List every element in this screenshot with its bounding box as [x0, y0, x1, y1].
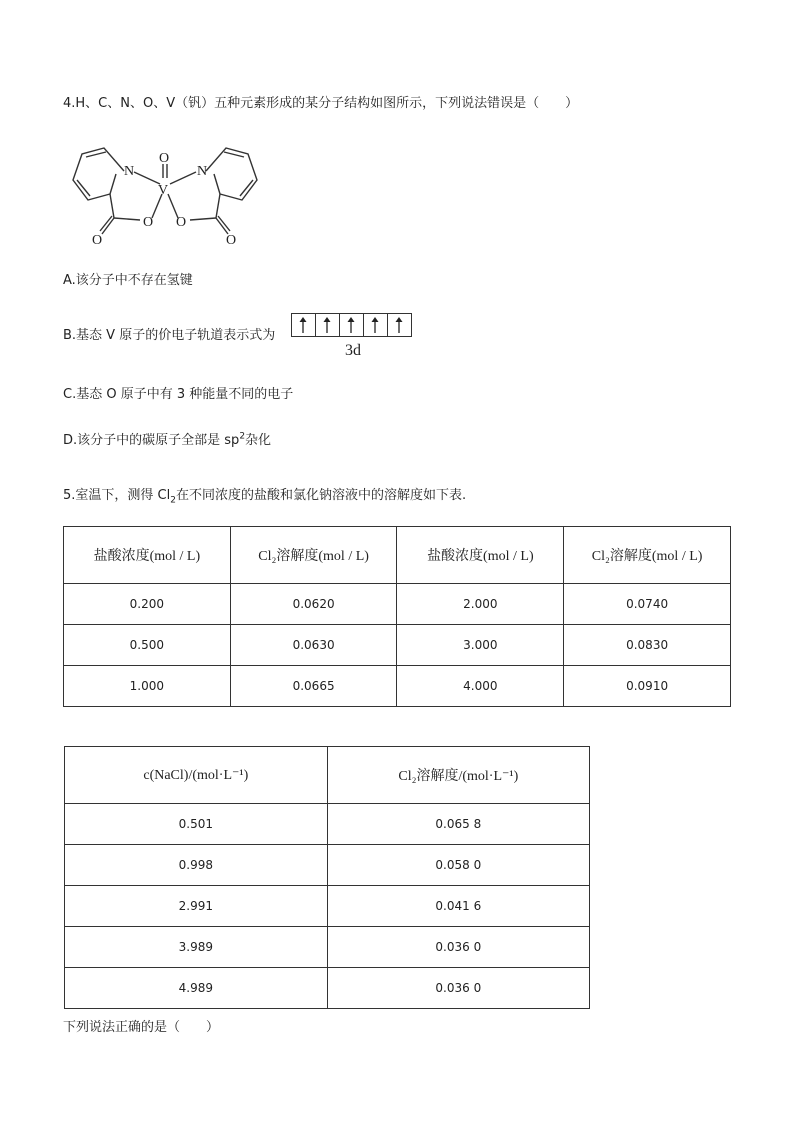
- table-row: [65, 886, 590, 927]
- table-cell: 0.200: [64, 584, 231, 625]
- q5-stem-sub: 2: [170, 495, 176, 506]
- table-cell: 0.500: [64, 625, 231, 666]
- table-row: [65, 927, 590, 968]
- orbital-label: 3d: [345, 342, 361, 359]
- table-header-row: [65, 747, 590, 804]
- table-cell: 0.0665: [230, 666, 397, 707]
- table-header-cell: Cl₂溶解度(mol / L): [564, 527, 731, 584]
- table-cell: 0.058 0: [327, 845, 589, 886]
- atom-o-ring-left: O: [143, 215, 154, 230]
- nacl-solubility-table: [64, 746, 590, 1009]
- table-cell: 2.000: [397, 584, 564, 625]
- table-cell: 0.036 0: [327, 927, 589, 968]
- table-row: [64, 584, 731, 625]
- orbital-box: [340, 314, 364, 336]
- table-cell: 0.0740: [564, 584, 731, 625]
- table-header-cell: Cl₂溶解度(mol / L): [230, 527, 397, 584]
- table-cell: 0.036 0: [327, 968, 589, 1009]
- orbital-box: [388, 314, 411, 336]
- atom-v: V: [158, 183, 169, 198]
- option-d-suffix: 杂化: [245, 433, 272, 448]
- atom-o-top: O: [159, 151, 170, 166]
- table-row: [64, 625, 731, 666]
- table-cell: 0.998: [65, 845, 328, 886]
- option-d-prefix: D.该分子中的碳原子全部是 sp: [63, 433, 240, 448]
- molecule-structure-diagram: [66, 138, 262, 248]
- table-cell: 0.501: [65, 804, 328, 845]
- orbital-diagram: [291, 313, 412, 337]
- option-b: B.基态 V 原子的价电子轨道表示式为: [63, 328, 276, 343]
- table-cell: 0.041 6: [327, 886, 589, 927]
- q5-stem-suffix: 在不同浓度的盐酸和氯化钠溶液中的溶解度如下表.: [175, 488, 467, 503]
- table-header-cell: c(NaCl)/(mol·L⁻¹): [65, 747, 328, 804]
- option-d: [63, 429, 271, 448]
- orbital-box: [364, 314, 388, 336]
- atom-o-carbonyl-right: O: [226, 233, 237, 248]
- option-a: A.该分子中不存在氢键: [63, 273, 193, 288]
- table-cell: 0.065 8: [327, 804, 589, 845]
- atom-n-right: N: [197, 164, 208, 179]
- table-header-row: [64, 527, 731, 584]
- table-cell: 0.0630: [230, 625, 397, 666]
- atom-o-carbonyl-left: O: [92, 233, 103, 248]
- table-header-cell: 盐酸浓度(mol / L): [397, 527, 564, 584]
- table-cell: 0.0830: [564, 625, 731, 666]
- question-5-stem: [63, 484, 466, 506]
- table-cell: 3.000: [397, 625, 564, 666]
- table-cell: 0.0910: [564, 666, 731, 707]
- option-c: C.基态 O 原子中有 3 种能量不同的电子: [63, 387, 294, 402]
- table-row: [65, 968, 590, 1009]
- option-d-sup: 2: [239, 431, 246, 442]
- question-5-prompt: 下列说法正确的是（ ）: [63, 1020, 220, 1035]
- q5-stem-prefix: 5.室温下，测得 Cl: [63, 488, 171, 503]
- table-header-cell: Cl₂溶解度/(mol·L⁻¹): [327, 747, 589, 804]
- table-row: [65, 845, 590, 886]
- table-row: [65, 804, 590, 845]
- table-cell: 3.989: [65, 927, 328, 968]
- question-4-stem: 4.H、C、N、O、V（钒）五种元素形成的某分子结构如图所示，下列说法错误是（ ）: [63, 96, 579, 111]
- table-cell: 1.000: [64, 666, 231, 707]
- table-cell: 4.000: [397, 666, 564, 707]
- hcl-solubility-table: [63, 526, 731, 707]
- table-header-cell: 盐酸浓度(mol / L): [64, 527, 231, 584]
- table-row: [64, 666, 731, 707]
- table-cell: 0.0620: [230, 584, 397, 625]
- table-cell: 2.991: [65, 886, 328, 927]
- table-cell: 4.989: [65, 968, 328, 1009]
- atom-o-ring-right: O: [176, 215, 187, 230]
- atom-n-left: N: [124, 164, 135, 179]
- orbital-box: [316, 314, 340, 336]
- orbital-box: [292, 314, 316, 336]
